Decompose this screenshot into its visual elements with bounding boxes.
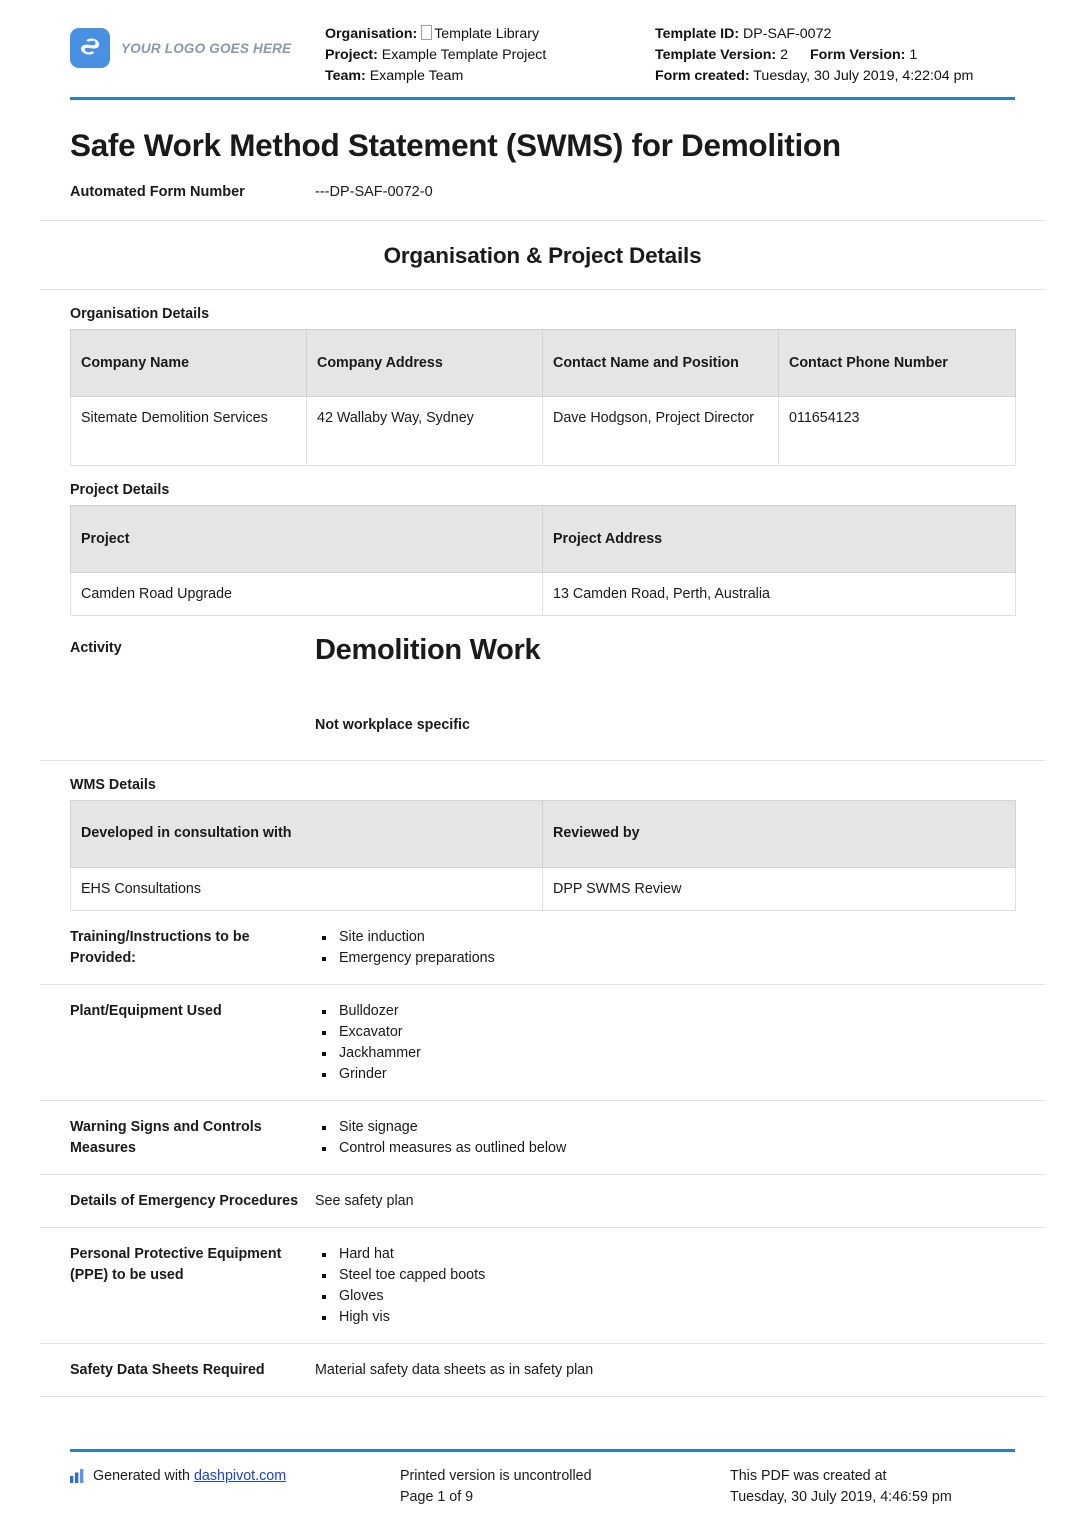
logo-text: YOUR LOGO GOES HERE <box>121 40 292 56</box>
template-version-label: Template Version: <box>655 47 777 63</box>
footer-generated-col <box>70 1466 400 1508</box>
table-cell: 42 Wallaby Way, Sydney <box>307 397 543 466</box>
header-meta-right <box>655 18 1015 87</box>
list-item: Steel toe capped boots <box>339 1265 1015 1286</box>
project-details-table <box>70 505 1016 616</box>
printed-notice: Printed version is uncontrolled <box>400 1468 592 1484</box>
spacer <box>0 202 1085 220</box>
team-line <box>325 66 655 87</box>
company-logo-icon <box>70 28 110 68</box>
wms-details-table <box>70 800 1016 911</box>
generated-prefix: Generated with <box>93 1468 190 1484</box>
team-value: Example Team <box>369 68 464 84</box>
field-label: Personal Protective Equipment (PPE) to be used <box>70 1245 282 1283</box>
field-rows <box>0 911 1085 1397</box>
table-header-row <box>71 800 1016 867</box>
field-value <box>315 1117 1015 1159</box>
project-details-label: Project Details <box>70 482 170 499</box>
list-item: Site induction <box>339 927 1015 948</box>
project-value: Example Template Project <box>381 47 547 63</box>
table-cell: 13 Camden Road, Perth, Australia <box>543 573 1016 616</box>
column-header: Project Address <box>543 506 1016 573</box>
list-item: Emergency preparations <box>339 948 1015 969</box>
column-header: Contact Phone Number <box>779 330 1016 397</box>
table-cell: EHS Consultations <box>71 867 543 910</box>
footer-pdf-col <box>730 1466 1015 1508</box>
form-version-value: 1 <box>909 47 918 63</box>
column-header: Company Name <box>71 330 307 397</box>
pdf-created-label: This PDF was created at <box>730 1468 887 1484</box>
column-header: Contact Name and Position <box>543 330 779 397</box>
field-value <box>315 1360 1015 1381</box>
field-text: See safety plan <box>315 1192 414 1209</box>
form-created-line <box>655 66 1015 87</box>
list-item: Site signage <box>339 1117 1015 1138</box>
table-header-row <box>71 506 1016 573</box>
column-header: Project <box>71 506 543 573</box>
automated-form-number-value: ---DP-SAF-0072-0 <box>315 184 433 201</box>
header-meta-left <box>325 18 655 87</box>
field-label: Safety Data Sheets Required <box>70 1361 265 1378</box>
form-version-label: Form Version: <box>810 47 906 63</box>
pdf-created-value: Tuesday, 30 July 2019, 4:46:59 pm <box>730 1489 952 1505</box>
field-value <box>315 1191 1015 1212</box>
field-list <box>315 927 1015 969</box>
template-id-label: Template ID: <box>655 26 740 42</box>
field-value <box>315 927 1015 969</box>
logo-s-glyph <box>70 28 110 68</box>
field-row <box>0 911 1085 984</box>
automated-form-number-row <box>0 163 1085 202</box>
field-value <box>315 1244 1015 1328</box>
footer-columns <box>0 1466 1085 1508</box>
list-item: High vis <box>339 1307 1015 1328</box>
organisation-value: Template Library <box>434 26 540 42</box>
page-number: Page 1 of 9 <box>400 1489 474 1505</box>
activity-row <box>0 616 1085 732</box>
dashpivot-link[interactable]: dashpivot.com <box>193 1468 287 1484</box>
page-header <box>0 0 1085 87</box>
project-label: Project: <box>325 47 378 63</box>
field-row <box>0 1344 1085 1396</box>
list-item: Grinder <box>339 1064 1015 1085</box>
field-list <box>315 1117 1015 1159</box>
list-item: Hard hat <box>339 1244 1015 1265</box>
table-header-row <box>71 330 1016 397</box>
table-row <box>71 397 1016 466</box>
team-label: Team: <box>325 68 366 84</box>
footer-print-col <box>400 1466 730 1508</box>
field-row <box>0 1175 1085 1227</box>
activity-label: Activity <box>70 640 122 657</box>
spacer <box>0 733 1085 760</box>
table-cell: DPP SWMS Review <box>543 867 1016 910</box>
field-label: Warning Signs and Controls Measures <box>70 1118 262 1156</box>
field-label: Plant/Equipment Used <box>70 1002 222 1019</box>
divider <box>40 1396 1045 1397</box>
list-item: Control measures as outlined below <box>339 1138 1015 1159</box>
column-header: Developed in consultation with <box>71 800 543 867</box>
organisation-details-table <box>70 329 1016 466</box>
field-label: Training/Instructions to be Provided: <box>70 928 250 966</box>
project-line <box>325 45 655 66</box>
table-cell: Sitemate Demolition Services <box>71 397 307 466</box>
form-created-label: Form created: <box>655 68 750 84</box>
version-line <box>655 45 1015 66</box>
footer-divider <box>70 1449 1015 1452</box>
activity-note: Not workplace specific <box>315 716 470 733</box>
footer-generated-text <box>93 1466 286 1487</box>
column-header: Reviewed by <box>543 800 1016 867</box>
field-list <box>315 1001 1015 1085</box>
field-row <box>0 1101 1085 1174</box>
page-footer <box>0 1439 1085 1508</box>
table-row <box>71 573 1016 616</box>
table-cell: Dave Hodgson, Project Director <box>543 397 779 466</box>
field-value <box>315 1001 1015 1085</box>
organisation-line <box>325 24 655 45</box>
table-cell: Camden Road Upgrade <box>71 573 543 616</box>
template-id-line <box>655 24 1015 45</box>
organisation-label: Organisation: <box>325 26 418 42</box>
logo-block <box>70 18 325 68</box>
table-cell: 011654123 <box>779 397 1016 466</box>
field-row <box>0 1228 1085 1343</box>
field-row <box>0 985 1085 1100</box>
activity-value-block <box>315 634 1015 732</box>
list-item: Bulldozer <box>339 1001 1015 1022</box>
form-created-value: Tuesday, 30 July 2019, 4:22:04 pm <box>753 68 974 84</box>
list-item: Gloves <box>339 1286 1015 1307</box>
organisation-details-label: Organisation Details <box>70 306 210 323</box>
list-item: Excavator <box>339 1022 1015 1043</box>
table-row <box>71 867 1016 910</box>
template-version-value: 2 <box>780 47 788 63</box>
column-header: Company Address <box>307 330 543 397</box>
field-label: Details of Emergency Procedures <box>70 1192 299 1209</box>
missing-glyph-icon <box>421 25 432 40</box>
activity-value: Demolition Work <box>315 634 541 667</box>
field-list <box>315 1244 1015 1328</box>
template-id-value: DP-SAF-0072 <box>743 26 832 42</box>
automated-form-number-label: Automated Form Number <box>70 184 245 201</box>
page-title: Safe Work Method Statement (SWMS) for Demolition <box>70 127 841 163</box>
list-item: Jackhammer <box>339 1043 1015 1064</box>
section-title: Organisation & Project Details <box>383 243 702 269</box>
field-text: Material safety data sheets as in safety plan <box>315 1361 594 1378</box>
wms-details-label: WMS Details <box>70 776 156 793</box>
bar-chart-icon <box>70 1469 85 1490</box>
